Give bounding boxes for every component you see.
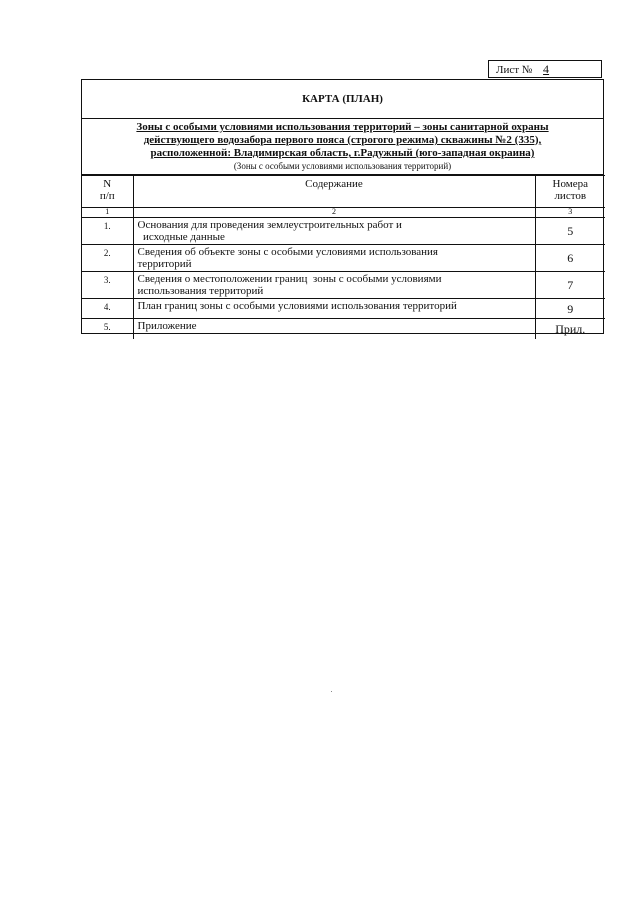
table-header-row bbox=[82, 176, 605, 208]
map-plan-frame bbox=[81, 79, 604, 334]
sheet-number: 4 bbox=[543, 62, 550, 76]
row-number: 1. bbox=[82, 218, 133, 245]
row-pages: 5 bbox=[535, 218, 605, 245]
document-title: КАРТА (ПЛАН) bbox=[82, 80, 603, 119]
subject-note: (Зоны с особыми условиями использования территорий) bbox=[233, 161, 452, 171]
table-row bbox=[82, 319, 605, 339]
row-content: Приложение bbox=[133, 319, 535, 339]
column-index-row bbox=[82, 208, 605, 218]
contents-table bbox=[82, 175, 605, 339]
row-pages: 6 bbox=[535, 245, 605, 272]
subject-line-2: действующего водозабора первого пояса (строгого режима) скважины №2 (335), bbox=[143, 134, 542, 146]
row-pages: Прил. bbox=[535, 319, 605, 339]
row-pages: 7 bbox=[535, 272, 605, 299]
row-number: 4. bbox=[82, 299, 133, 319]
table-row bbox=[82, 272, 605, 299]
row-content: Основания для проведения землеустроительных работ и исходные данные bbox=[133, 218, 535, 245]
row-pages: 9 bbox=[535, 299, 605, 319]
sheet-label: Лист № bbox=[496, 64, 533, 76]
sheet-number-box bbox=[488, 60, 602, 78]
column-index-1: 1 bbox=[82, 208, 133, 218]
row-number: 3. bbox=[82, 272, 133, 299]
header-pages: Номера листов bbox=[535, 176, 605, 208]
table-row bbox=[82, 245, 605, 272]
subject-line-1: Зоны с особыми условиями использования территорий – зоны санитарной охраны bbox=[136, 121, 549, 133]
row-content: Сведения об объекте зоны с особыми условиями использования территорий bbox=[133, 245, 535, 272]
header-number: N п/п bbox=[82, 176, 133, 208]
row-content: Сведения о местоположении границ зоны с особыми условиями использования территорий bbox=[133, 272, 535, 299]
row-number: 5. bbox=[82, 319, 133, 339]
row-content: План границ зоны с особыми условиями использования территорий bbox=[133, 299, 535, 319]
column-index-2: 2 bbox=[133, 208, 535, 218]
scan-speck bbox=[331, 691, 332, 692]
subject-line-3: расположенной: Владимирская область, г.Радужный (юго-западная окраина) bbox=[150, 147, 535, 159]
header-content: Содержание bbox=[133, 176, 535, 208]
table-row bbox=[82, 299, 605, 319]
zone-subject bbox=[82, 119, 603, 175]
table-row bbox=[82, 218, 605, 245]
row-number: 2. bbox=[82, 245, 133, 272]
column-index-3: 3 bbox=[535, 208, 605, 218]
